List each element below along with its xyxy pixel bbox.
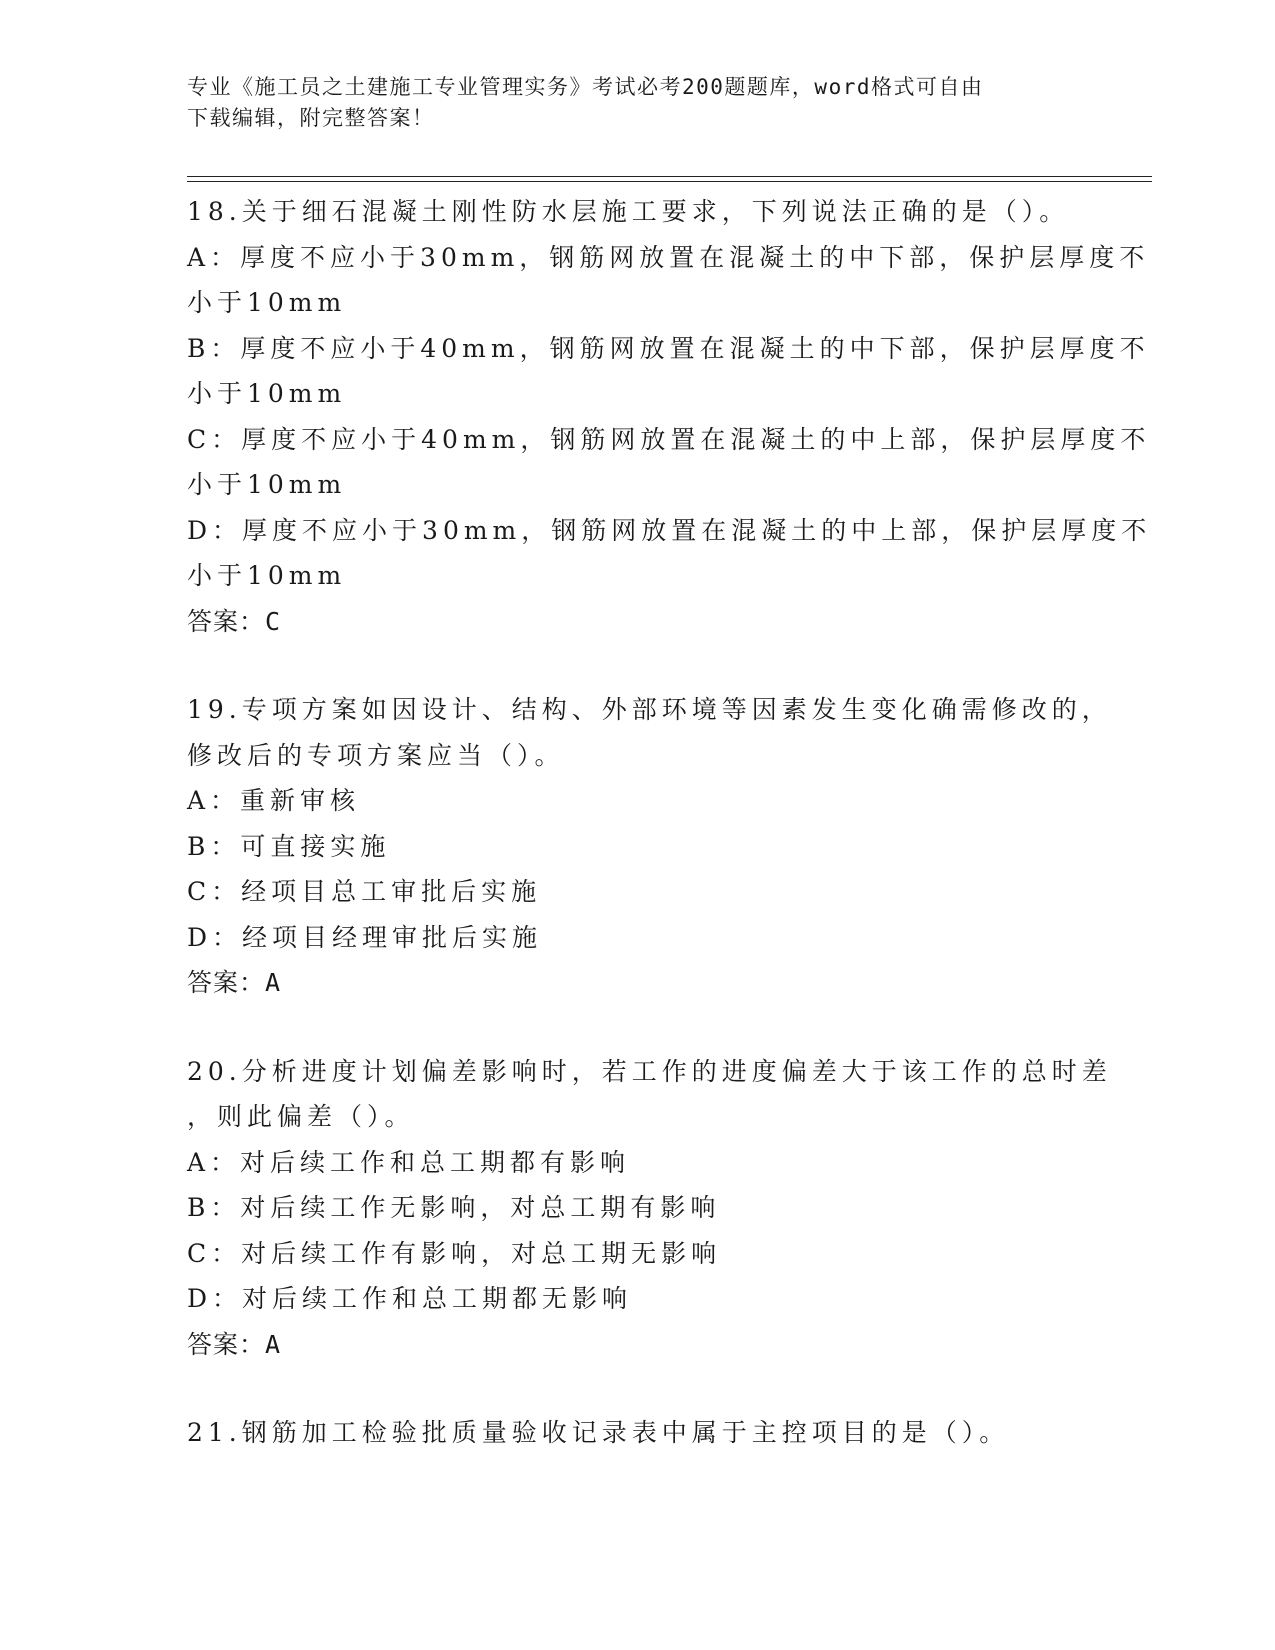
answer-line: 答案：A — [187, 968, 282, 997]
question-text: 18.关于细石混凝土刚性防水层施工要求，下列说法正确的是（）。 — [187, 197, 1070, 226]
option-c-line-1: C：厚度不应小于40mm，钢筋网放置在混凝土的中上部，保护层厚度不 — [187, 424, 1151, 454]
question-block-19 — [187, 687, 1112, 1006]
header-divider-bottom — [187, 181, 1152, 182]
option-b: B：对后续工作无影响，对总工期有影响 — [187, 1193, 721, 1222]
header-line-1: 专业《施工员之土建施工专业管理实务》考试必考200题题库，word格式可自由 — [187, 75, 984, 99]
question-text: 21.钢筋加工检验批质量验收记录表中属于主控项目的是（）。 — [187, 1418, 1010, 1447]
question-list — [187, 189, 1152, 1456]
question-block-21 — [187, 1410, 1087, 1456]
document-header — [187, 72, 1087, 134]
option-a-line-2: 小于10mm — [187, 288, 347, 317]
option-a-line-1: A：厚度不应小于30mm，钢筋网放置在混凝土的中下部，保护层厚度不 — [187, 242, 1150, 272]
option-b: B：可直接实施 — [187, 831, 391, 861]
question-block-18 — [187, 189, 1152, 644]
question-text-line-1: 19.专项方案如因设计、结构、外部环境等因素发生变化确需修改的， — [187, 695, 1112, 724]
question-spacer — [187, 1006, 1087, 1049]
option-d: D：经项目经理审批后实施 — [187, 922, 543, 952]
header-divider-top — [187, 176, 1152, 177]
option-b-line-2: 小于10mm — [187, 379, 347, 408]
option-d-line-2: 小于10mm — [187, 561, 347, 590]
option-a: A：重新审核 — [187, 786, 361, 815]
option-d: D：对后续工作和总工期都无影响 — [187, 1284, 633, 1313]
option-c: C：对后续工作有影响，对总工期无影响 — [187, 1238, 722, 1268]
option-d-line-1: D：厚度不应小于30mm，钢筋网放置在混凝土的中上部，保护层厚度不 — [187, 515, 1152, 545]
option-c-line-2: 小于10mm — [187, 470, 347, 499]
option-a: A：对后续工作和总工期都有影响 — [187, 1147, 631, 1177]
question-spacer — [187, 1367, 1087, 1410]
question-block-20 — [187, 1049, 1112, 1368]
answer-line: 答案：C — [187, 606, 282, 636]
question-text-line-1: 20.分析进度计划偏差影响时，若工作的进度偏差大于该工作的总时差 — [187, 1056, 1112, 1086]
question-text-line-2: 修改后的专项方案应当（）。 — [187, 740, 565, 770]
option-c: C：经项目总工审批后实施 — [187, 877, 542, 906]
question-spacer — [187, 644, 1087, 687]
header-line-2: 下载编辑，附完整答案！ — [187, 106, 435, 130]
answer-line: 答案：A — [187, 1329, 282, 1359]
option-b-line-1: B：厚度不应小于40mm，钢筋网放置在混凝土的中下部，保护层厚度不 — [187, 333, 1150, 363]
question-text-line-2: ，则此偏差（）。 — [187, 1102, 415, 1131]
